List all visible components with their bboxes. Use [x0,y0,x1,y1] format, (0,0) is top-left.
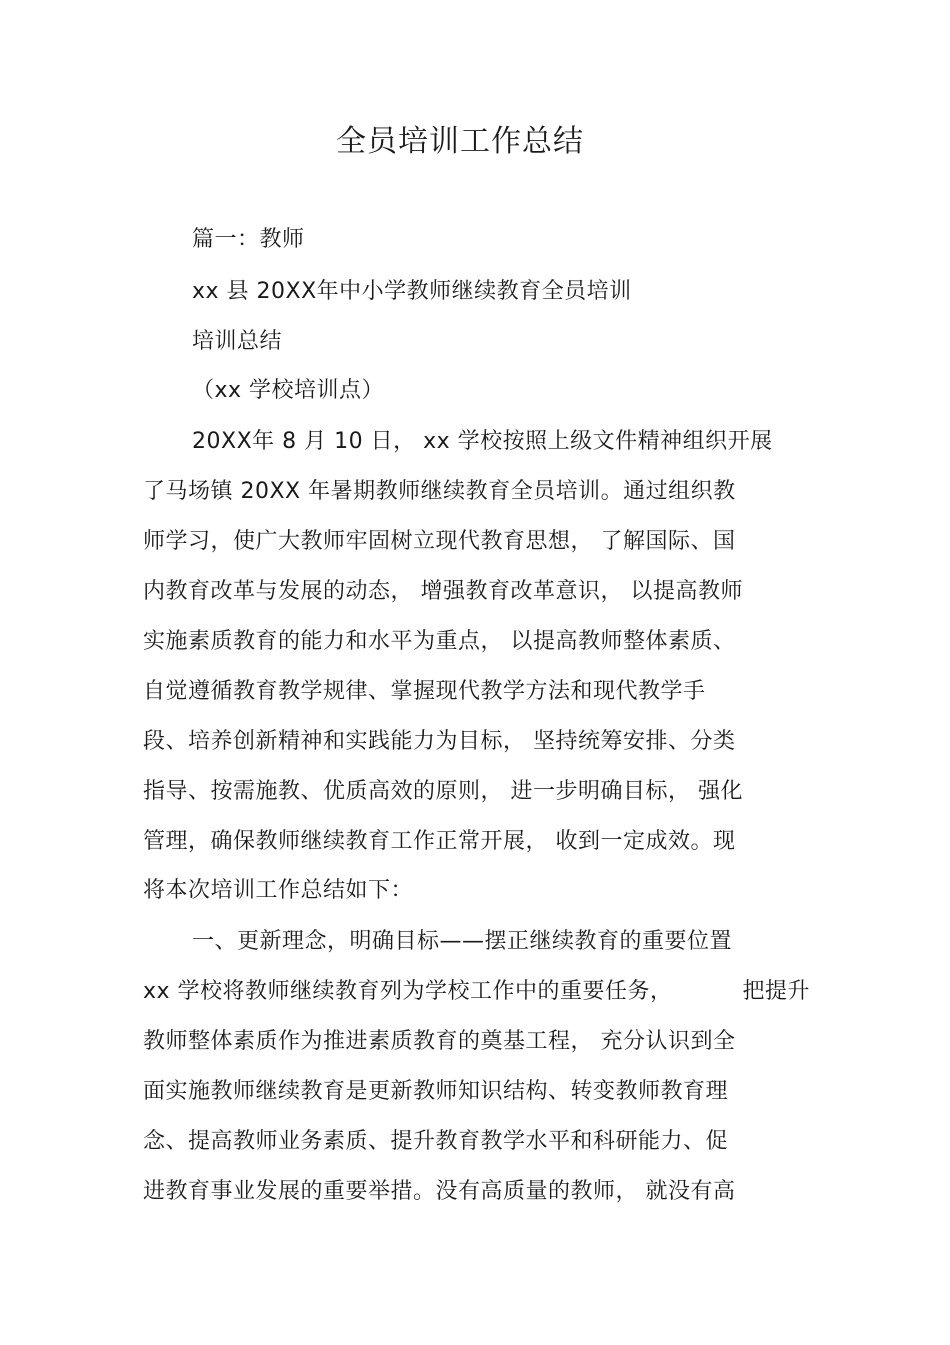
paragraph-1-line: 内教育改革与发展的动态， 增强教育改革意识， 以提高教师 [143,579,743,604]
paragraph-1-line: 20XX年 8 月 10 日， xx 学校按照上级文件精神组织开展 [192,429,773,454]
paragraph-1-line: 实施素质教育的能力和水平为重点， 以提高教师整体素质、 [143,629,736,654]
paragraph-1-line: 自觉遵循教育教学规律、掌握现代教学方法和现代教学手 [143,679,706,704]
training-site-label: （xx 学校培训点） [192,378,385,403]
paragraph-2-line: 进教育事业发展的重要举措。没有高质量的教师， 就没有高 [143,1179,736,1204]
section-1-heading: 一、更新理念，明确目标——摆正继续教育的重要位置 [192,929,733,954]
paragraph-1-line: 师学习，使广大教师牢固树立现代教育思想， 了解国际、国 [143,529,736,554]
paragraph-2-line: 念、提高教师业务素质、提升教育教学水平和科研能力、促 [143,1129,729,1154]
document-title: 全员培训工作总结 [336,124,584,159]
paragraph-2-first-line-left: xx 学校将教师继续教育列为学校工作中的重要任务， [143,979,673,1004]
paragraph-2-line: 面实施教师继续教育是更新教师知识结构、转变教师教育理 [143,1079,729,1104]
subtitle-line-2: 培训总结 [192,329,283,354]
paragraph-1-line: 将本次培训工作总结如下： [143,878,414,903]
paragraph-1-line: 指导、按需施教、优质高效的原则， 进一步明确目标， 强化 [143,779,743,804]
paragraph-2-first-line [143,977,810,1007]
paragraph-1-line: 段、培养创新精神和实践能力为目标， 坚持统筹安排、分类 [143,729,736,754]
paragraph-2-line: 教师整体素质作为推进素质教育的奠基工程， 充分认识到全 [143,1029,736,1054]
paragraph-2-first-line-right: 把提升 [742,979,811,1004]
paragraph-1-line: 管理，确保教师继续教育工作正常开展， 收到一定成效。现 [143,829,736,854]
chapter-label: 篇一：教师 [192,227,305,252]
paragraph-1-line: 了马场镇 20XX 年暑期教师继续教育全员培训。通过组织教 [143,479,736,504]
subtitle-line-1: xx 县 20XX年中小学教师继续教育全员培训 [192,279,632,304]
